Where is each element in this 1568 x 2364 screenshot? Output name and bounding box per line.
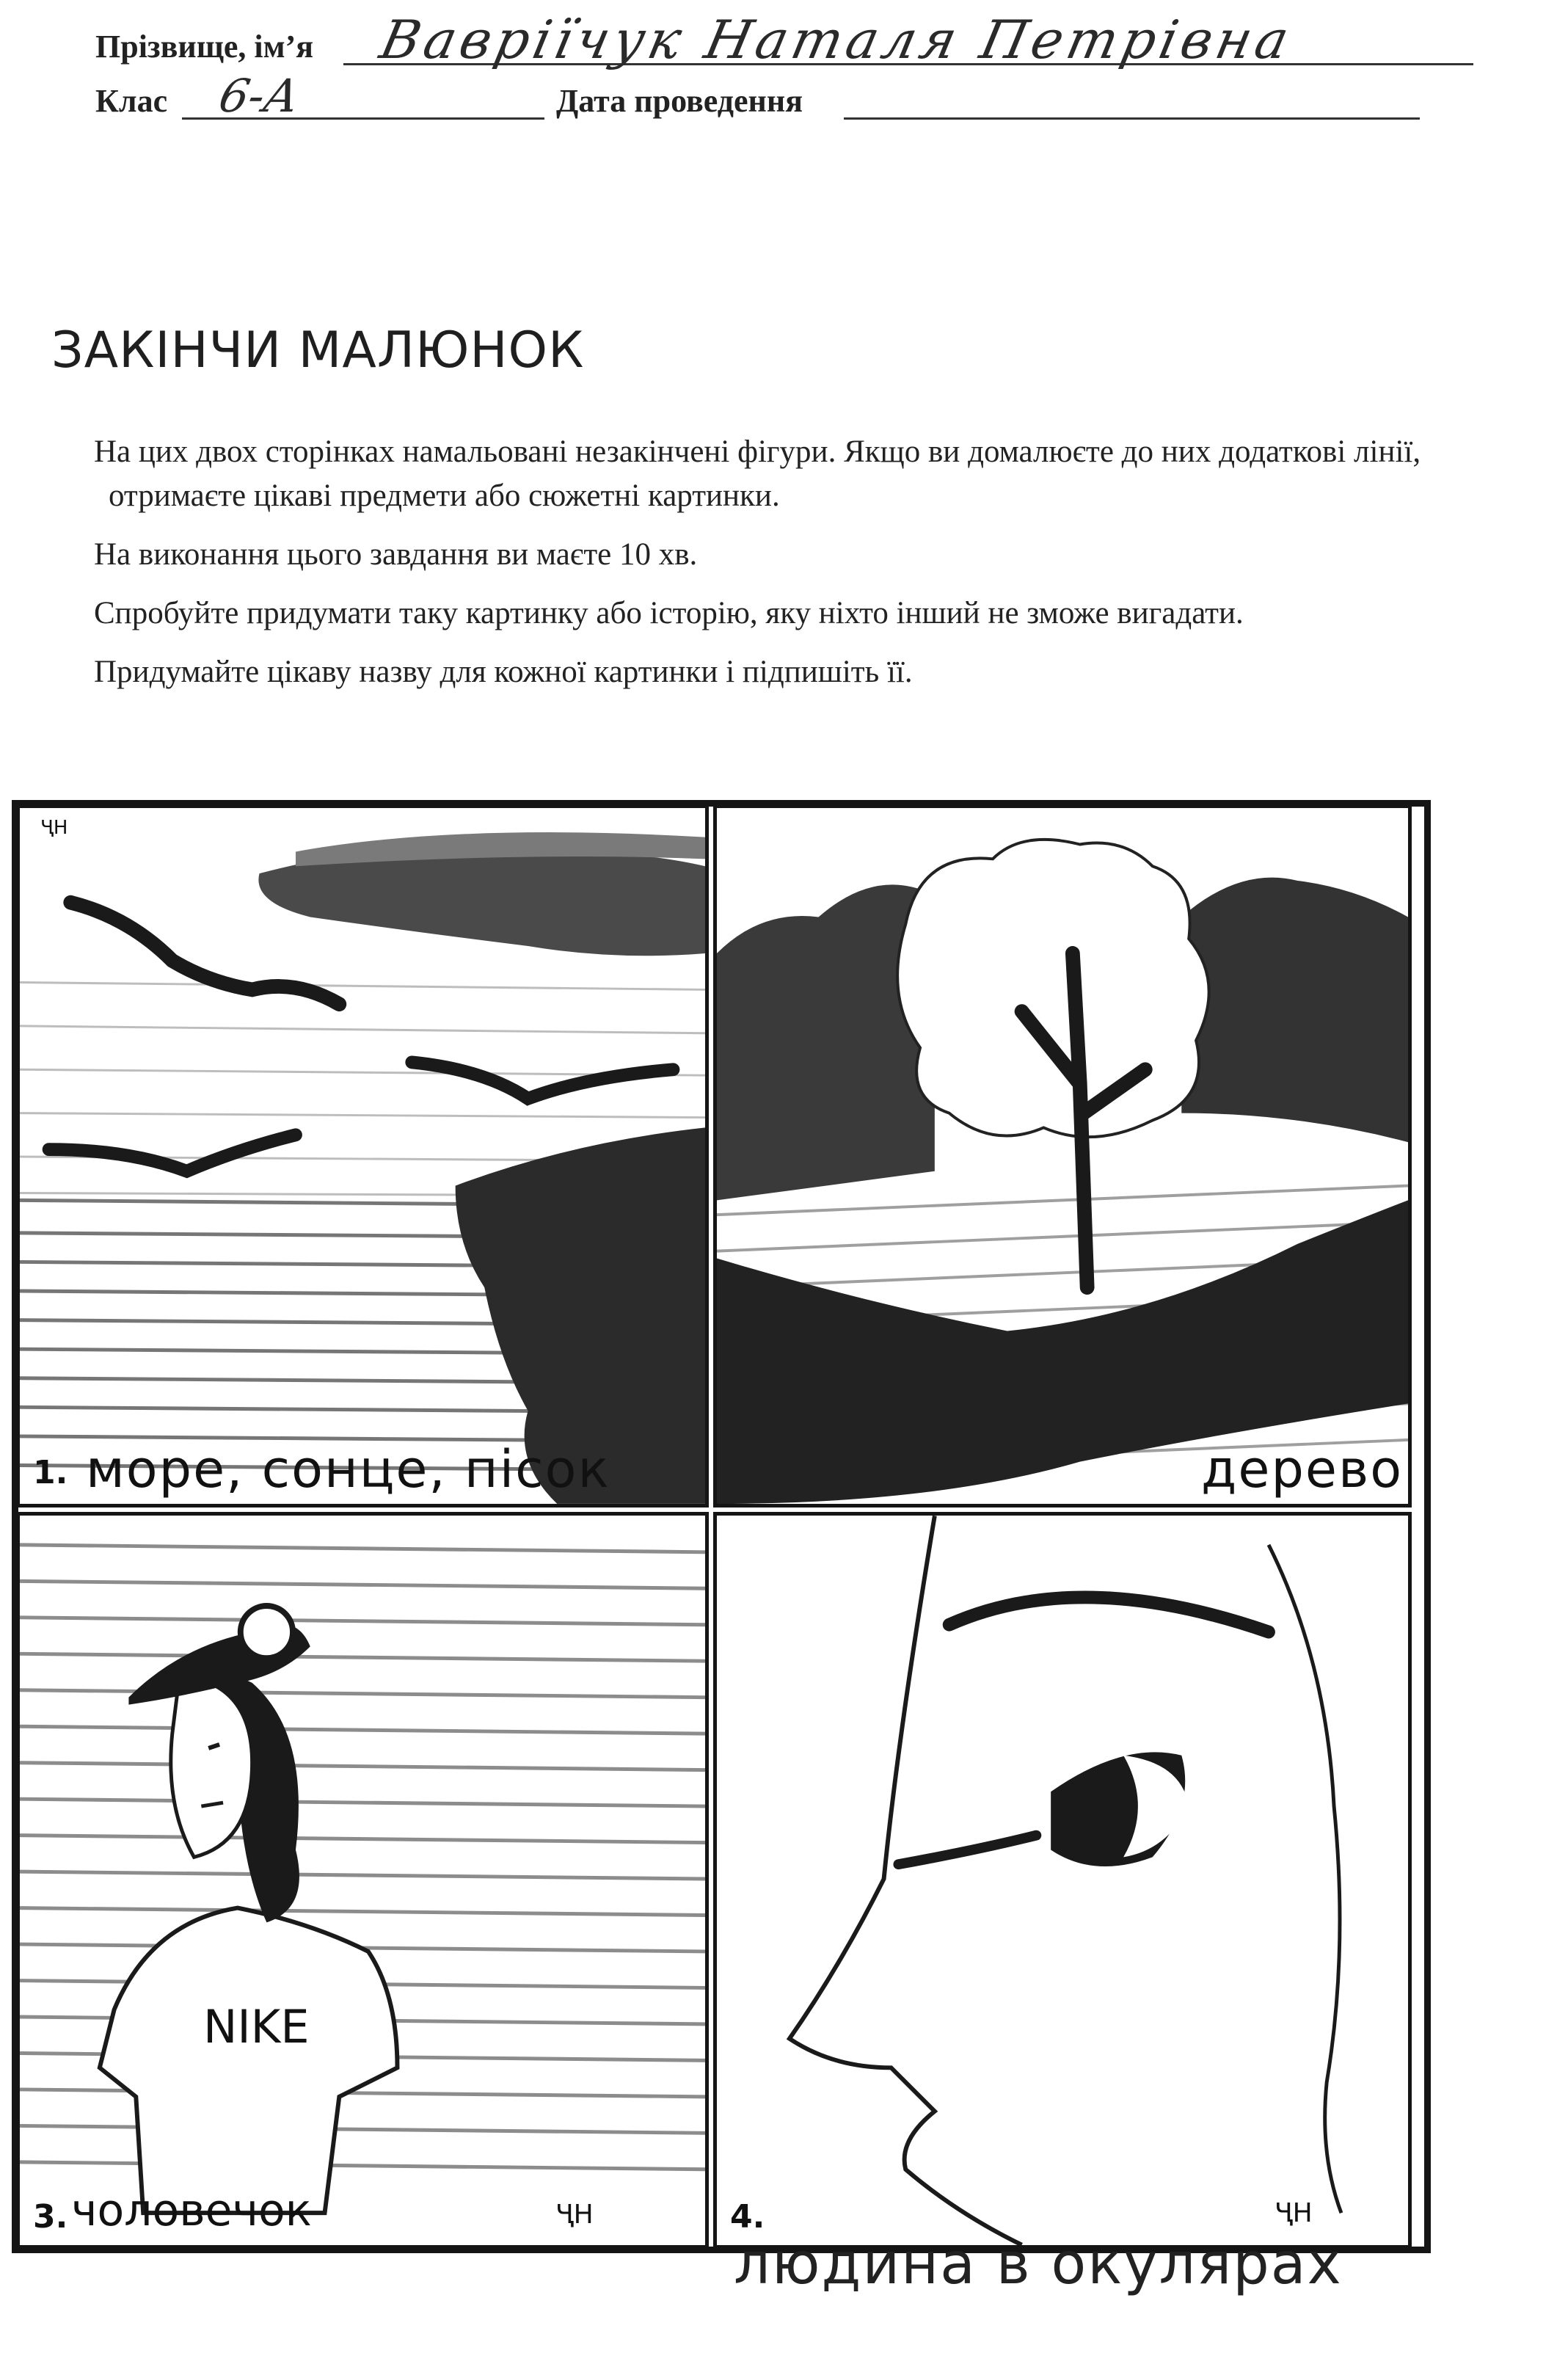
panel-2 bbox=[713, 804, 1412, 1507]
panel-4 bbox=[713, 1512, 1412, 2249]
page-title: ЗАКІНЧИ МАЛЮНОК bbox=[51, 321, 585, 379]
panel-4-initials: ҶН bbox=[1275, 2198, 1313, 2228]
panel-2-caption: дерево bbox=[1201, 1439, 1404, 1499]
panel-1-caption: море, сонце, пісок bbox=[86, 1439, 610, 1499]
panel-1 bbox=[16, 804, 709, 1507]
panel-3-drawing bbox=[20, 1516, 705, 2245]
panel-3-caption: чоловечок bbox=[71, 2185, 312, 2236]
instruction-3: Спробуйте придумати таку картинку або історію, яку ніхто інший не зможе вигадати. bbox=[94, 596, 1244, 630]
instruction-2: На виконання цього завдання ви маєте 10 хв. bbox=[94, 537, 698, 572]
instructions bbox=[94, 430, 1437, 709]
date-line bbox=[844, 117, 1420, 120]
name-label: Прізвище, ім’я bbox=[95, 29, 314, 65]
class-value: 6-А bbox=[214, 69, 305, 123]
panel-3 bbox=[16, 1512, 709, 2249]
date-label: Дата проведення bbox=[556, 83, 803, 119]
panel-2-drawing bbox=[717, 808, 1408, 1504]
panel-1-drawing bbox=[20, 808, 705, 1504]
instruction-1: На цих двох сторінках намальовані незакінчені фігури. Якщо ви домалюєте до них додаткові лінії, отримаєте цікаві предмети або сюжетні картинки. bbox=[94, 434, 1421, 513]
panel-4-number: 4. bbox=[730, 2198, 765, 2236]
panel-4-drawing bbox=[717, 1516, 1408, 2245]
bottom-caption: людина в окулярах bbox=[734, 2231, 1343, 2297]
name-value: Вавріїчук Наталя Петрівна bbox=[375, 9, 1299, 70]
panel-1-number: 1. bbox=[33, 1454, 68, 1491]
panel-1-initials: ҶН bbox=[40, 817, 68, 839]
panel-3-number: 3. bbox=[33, 2198, 68, 2236]
instruction-4: Придумайте цікаву назву для кожної картинки і підпишіть її. bbox=[94, 655, 913, 689]
class-label: Клас bbox=[95, 83, 168, 119]
shirt-text: NIKE bbox=[203, 2000, 310, 2054]
panel-3-initials: ҶН bbox=[555, 2200, 594, 2230]
